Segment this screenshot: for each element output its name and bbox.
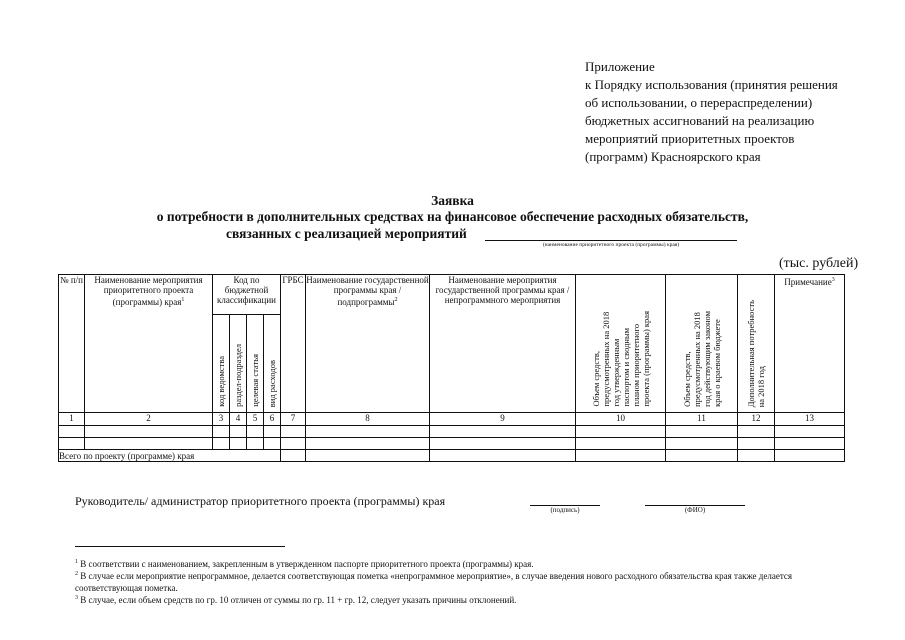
project-name-field[interactable] [485,226,737,241]
appendix-line: бюджетных ассигнований на реализацию [585,113,815,128]
table-row[interactable] [59,426,845,438]
col-number: 8 [306,413,430,426]
header-col11: Объем средств, предусмотренных на 2018 год действующим законом края о краевом бюджете [666,275,738,413]
signature-caption: (подпись) [550,506,580,514]
project-name-caption: (наименование приоритетного проекта (программы) края) [542,242,680,248]
footnote-1: $^1$ В соответствии с наименованием, закрепленным в утвержденном паспорте приоритетного проекта (программы) края. [75,559,534,569]
header-state-measure: Наименование мероприятия государственной программы края / непрограммного мероприятия [430,275,576,413]
header-code-section: раздел-подраздел [230,315,247,413]
header-code-group: Код по бюджетной классификации [213,275,281,315]
col-number: 2 [85,413,213,426]
appendix-line: мероприятий приоритетных проектов [585,131,795,146]
header-grbs: ГРБС [281,275,306,413]
header-num: № п/п [59,275,85,413]
doc-subtitle-2: связанных с реализацией мероприятий [226,226,467,241]
col-number: 6 [264,413,281,426]
footnote-2: $^2$ В случае если мероприятие непрограммное, делается соответствующая пометка «непрограммное мероприятие», в случае введения нового расходного обязательства края также делается соответствующая пометка. [75,571,793,593]
doc-title: Заявка [431,193,474,208]
col-number: 10 [576,413,666,426]
header-name: Наименование мероприятия приоритетного проекта (программы) края$^1$ [85,275,213,413]
appendix-line: об использовании, о перераспределении) [585,95,813,110]
col-number: 3 [213,413,230,426]
total-label: Всего по проекту (программе) края [59,450,281,462]
appendix-block [585,58,838,166]
fio-caption: (ФИО) [684,506,706,514]
col-number: 5 [247,413,264,426]
header-col10: Объем средств, предусмотренных на 2018 год утвержденным паспортом и сводным планом приоритетного проекта (программы) края [576,275,666,413]
doc-subtitle: о потребности в дополнительных средствах на финансовое обеспечение расходных обязательств, [156,209,749,224]
header-code-target: целевая статья [247,315,264,413]
header-note: Примечание$^3$ [775,275,845,413]
col-number: 13 [775,413,845,426]
col-number: 9 [430,413,576,426]
request-table [58,274,845,462]
col-number: 7 [281,413,306,426]
total-row[interactable] [59,450,845,462]
signature-label: Руководитель/ администратор приоритетного проекта (программы) края [75,494,446,508]
units-label: (тыс. рублей) [779,256,859,271]
appendix-line: Приложение [585,59,655,74]
appendix-line: к Порядку использования (принятия решения [585,77,838,92]
header-col12: Дополнительная потребность на 2018 год [738,275,775,413]
table-row[interactable] [59,438,845,450]
col-number: 4 [230,413,247,426]
header-state-program: Наименование государственной программы края / подпрограммы$^2$ [306,275,430,413]
col-number: 1 [59,413,85,426]
col-number: 11 [666,413,738,426]
footnote-divider [75,546,285,547]
appendix-line: (программ) Красноярского края [585,149,761,164]
footnote-3: $^3$ В случае, если объем средств по гр. 10 отличен от суммы по гр. 11 + гр. 12, следует указать причины отклонений. [75,595,517,605]
header-code-dept: код ведомства [213,315,230,413]
header-code-expense: вид расходов [264,315,281,413]
col-number: 12 [738,413,775,426]
